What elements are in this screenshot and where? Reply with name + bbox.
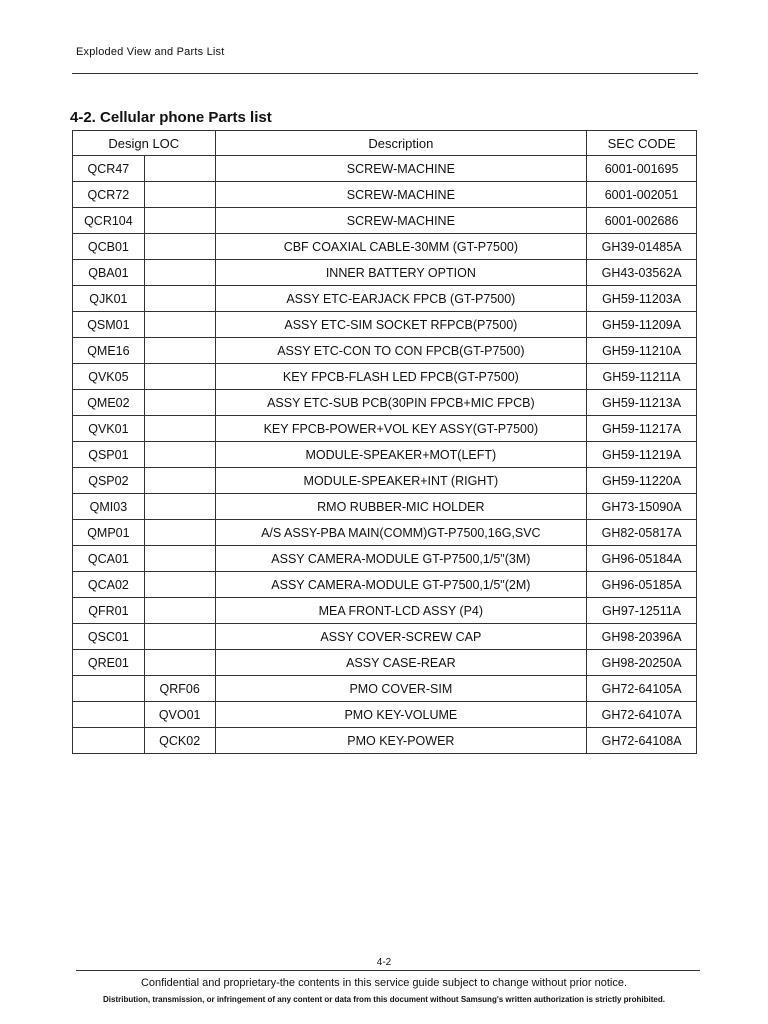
description-cell: RMO RUBBER-MIC HOLDER: [215, 494, 587, 520]
sec-code-cell: GH72-64107A: [587, 702, 697, 728]
sec-code-cell: GH59-11209A: [587, 312, 697, 338]
header-description: Description: [215, 131, 587, 156]
table-row: [73, 338, 697, 364]
sec-code-cell: 6001-002686: [587, 208, 697, 234]
description-cell: SCREW-MACHINE: [215, 182, 587, 208]
description-cell: ASSY CAMERA-MODULE GT-P7500,1/5"(2M): [215, 572, 587, 598]
description-cell: KEY FPCB-POWER+VOL KEY ASSY(GT-P7500): [215, 416, 587, 442]
table-row: [73, 234, 697, 260]
table-row: [73, 728, 697, 754]
table-row: [73, 650, 697, 676]
description-cell: MEA FRONT-LCD ASSY (P4): [215, 598, 587, 624]
confidential-notice: Confidential and proprietary-the contents in this service guide subject to change without prior notice.: [140, 977, 628, 989]
sec-code-cell: 6001-002051: [587, 182, 697, 208]
design-loc-primary-cell: QSM01: [73, 312, 145, 338]
table-row: [73, 390, 697, 416]
sec-code-cell: GH98-20250A: [587, 650, 697, 676]
sec-code-cell: GH96-05185A: [587, 572, 697, 598]
page-number: 4-2: [376, 957, 392, 968]
design-loc-secondary-cell: [144, 156, 215, 182]
description-cell: MODULE-SPEAKER+INT (RIGHT): [215, 468, 587, 494]
header-divider: [72, 73, 698, 74]
table-row: [73, 260, 697, 286]
design-loc-primary-cell: QSP01: [73, 442, 145, 468]
description-cell: SCREW-MACHINE: [215, 208, 587, 234]
sec-code-cell: GH82-05817A: [587, 520, 697, 546]
table-row: [73, 156, 697, 182]
design-loc-secondary-cell: [144, 390, 215, 416]
description-cell: ASSY ETC-SUB PCB(30PIN FPCB+MIC FPCB): [215, 390, 587, 416]
footer-divider: [76, 970, 700, 971]
design-loc-primary-cell: QCA01: [73, 546, 145, 572]
design-loc-secondary-cell: [144, 494, 215, 520]
sec-code-cell: GH98-20396A: [587, 624, 697, 650]
header-design-loc: Design LOC: [73, 131, 216, 156]
description-cell: ASSY ETC-SIM SOCKET RFPCB(P7500): [215, 312, 587, 338]
table-row: [73, 572, 697, 598]
design-loc-primary-cell: QCR72: [73, 182, 145, 208]
sec-code-cell: GH59-11220A: [587, 468, 697, 494]
description-cell: KEY FPCB-FLASH LED FPCB(GT-P7500): [215, 364, 587, 390]
design-loc-secondary-cell: [144, 598, 215, 624]
design-loc-secondary-cell: [144, 338, 215, 364]
sec-code-cell: GH59-11213A: [587, 390, 697, 416]
description-cell: PMO COVER-SIM: [215, 676, 587, 702]
design-loc-secondary-cell: [144, 546, 215, 572]
design-loc-primary-cell: QME02: [73, 390, 145, 416]
table-row: [73, 702, 697, 728]
description-cell: ASSY ETC-CON TO CON FPCB(GT-P7500): [215, 338, 587, 364]
sec-code-cell: GH59-11210A: [587, 338, 697, 364]
table-row: [73, 442, 697, 468]
description-cell: INNER BATTERY OPTION: [215, 260, 587, 286]
design-loc-secondary-cell: [144, 364, 215, 390]
parts-table-body: [73, 156, 697, 754]
sec-code-cell: GH97-12511A: [587, 598, 697, 624]
design-loc-secondary-cell: QRF06: [144, 676, 215, 702]
design-loc-primary-cell: QCR47: [73, 156, 145, 182]
table-row: [73, 364, 697, 390]
sec-code-cell: 6001-001695: [587, 156, 697, 182]
design-loc-primary-cell: QCR104: [73, 208, 145, 234]
design-loc-primary-cell: QJK01: [73, 286, 145, 312]
design-loc-secondary-cell: [144, 624, 215, 650]
design-loc-primary-cell: QCB01: [73, 234, 145, 260]
table-row: [73, 494, 697, 520]
sec-code-cell: GH96-05184A: [587, 546, 697, 572]
description-cell: ASSY COVER-SCREW CAP: [215, 624, 587, 650]
table-row: [73, 416, 697, 442]
table-row: [73, 182, 697, 208]
description-cell: MODULE-SPEAKER+MOT(LEFT): [215, 442, 587, 468]
design-loc-primary-cell: [73, 728, 145, 754]
table-row: [73, 312, 697, 338]
table-row: [73, 546, 697, 572]
running-header: Exploded View and Parts List: [76, 46, 225, 58]
design-loc-secondary-cell: [144, 572, 215, 598]
table-row: [73, 598, 697, 624]
table-header-row: [73, 131, 697, 156]
sec-code-cell: GH39-01485A: [587, 234, 697, 260]
design-loc-secondary-cell: QCK02: [144, 728, 215, 754]
design-loc-primary-cell: QRE01: [73, 650, 145, 676]
sec-code-cell: GH59-11219A: [587, 442, 697, 468]
design-loc-primary-cell: QVK01: [73, 416, 145, 442]
description-cell: ASSY CAMERA-MODULE GT-P7500,1/5"(3M): [215, 546, 587, 572]
design-loc-secondary-cell: [144, 234, 215, 260]
design-loc-primary-cell: QFR01: [73, 598, 145, 624]
design-loc-primary-cell: QMP01: [73, 520, 145, 546]
description-cell: A/S ASSY-PBA MAIN(COMM)GT-P7500,16G,SVC: [215, 520, 587, 546]
description-cell: ASSY CASE-REAR: [215, 650, 587, 676]
design-loc-secondary-cell: [144, 520, 215, 546]
design-loc-secondary-cell: [144, 650, 215, 676]
design-loc-secondary-cell: [144, 286, 215, 312]
design-loc-primary-cell: QME16: [73, 338, 145, 364]
design-loc-primary-cell: QCA02: [73, 572, 145, 598]
table-row: [73, 208, 697, 234]
table-row: [73, 468, 697, 494]
distribution-notice: Distribution, transmission, or infringement of any content or data from this document without Samsung's written authorization is strictly prohibited.: [103, 995, 665, 1004]
sec-code-cell: GH73-15090A: [587, 494, 697, 520]
design-loc-secondary-cell: [144, 260, 215, 286]
description-cell: PMO KEY-VOLUME: [215, 702, 587, 728]
design-loc-primary-cell: QSC01: [73, 624, 145, 650]
design-loc-primary-cell: QBA01: [73, 260, 145, 286]
sec-code-cell: GH72-64108A: [587, 728, 697, 754]
table-row: [73, 676, 697, 702]
sec-code-cell: GH43-03562A: [587, 260, 697, 286]
table-row: [73, 624, 697, 650]
design-loc-secondary-cell: [144, 312, 215, 338]
description-cell: ASSY ETC-EARJACK FPCB (GT-P7500): [215, 286, 587, 312]
design-loc-primary-cell: [73, 676, 145, 702]
description-cell: SCREW-MACHINE: [215, 156, 587, 182]
table-row: [73, 286, 697, 312]
design-loc-secondary-cell: [144, 416, 215, 442]
design-loc-secondary-cell: QVO01: [144, 702, 215, 728]
design-loc-secondary-cell: [144, 442, 215, 468]
sec-code-cell: GH59-11211A: [587, 364, 697, 390]
header-sec-code: SEC CODE: [587, 131, 697, 156]
section-title: 4-2. Cellular phone Parts list: [70, 109, 272, 126]
design-loc-secondary-cell: [144, 182, 215, 208]
description-cell: CBF COAXIAL CABLE-30MM (GT-P7500): [215, 234, 587, 260]
design-loc-primary-cell: [73, 702, 145, 728]
description-cell: PMO KEY-POWER: [215, 728, 587, 754]
design-loc-secondary-cell: [144, 468, 215, 494]
sec-code-cell: GH72-64105A: [587, 676, 697, 702]
table-row: [73, 520, 697, 546]
design-loc-primary-cell: QSP02: [73, 468, 145, 494]
design-loc-primary-cell: QVK05: [73, 364, 145, 390]
parts-table: [72, 130, 697, 754]
sec-code-cell: GH59-11203A: [587, 286, 697, 312]
sec-code-cell: GH59-11217A: [587, 416, 697, 442]
design-loc-primary-cell: QMI03: [73, 494, 145, 520]
design-loc-secondary-cell: [144, 208, 215, 234]
